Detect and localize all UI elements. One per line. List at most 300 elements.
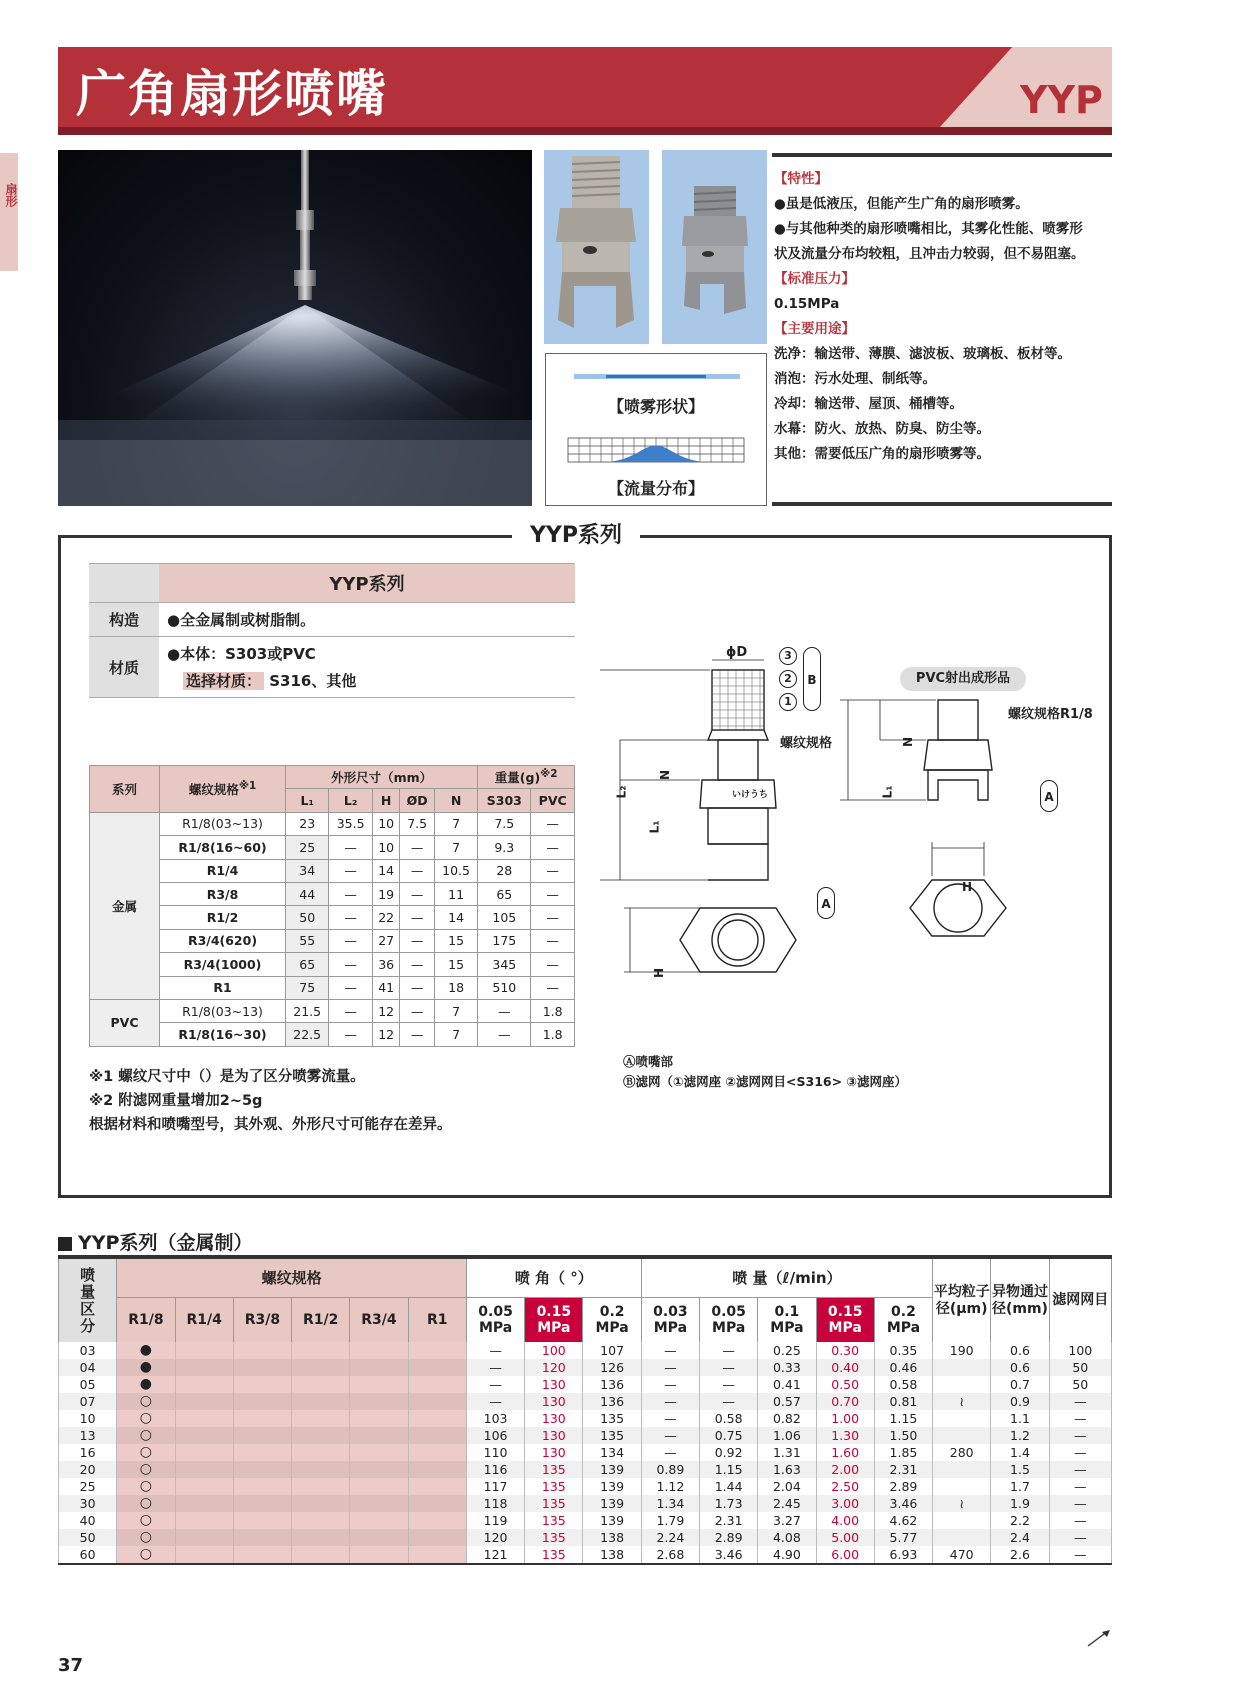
callout-a: A	[817, 887, 835, 919]
perf-thread-empty	[408, 1512, 466, 1529]
perf-cell-f1: —	[641, 1342, 699, 1359]
dim-col: N	[434, 789, 477, 812]
perf-cell-mesh: —	[1049, 1512, 1111, 1529]
perf-thread-mark: ○	[117, 1529, 175, 1546]
perf-cell-a3: 139	[583, 1461, 641, 1478]
drawing-note-a: Ⓐ喷嘴部	[623, 1054, 674, 1069]
perf-flow-col: 0.03 MPa	[641, 1297, 699, 1342]
perf-thread-empty	[233, 1393, 291, 1410]
notes	[89, 1065, 452, 1137]
product-photo-metal	[544, 150, 649, 344]
perf-thread-mark: ○	[117, 1393, 175, 1410]
dim-cell: 65	[286, 953, 329, 976]
perf-capacity: 30	[59, 1495, 117, 1512]
perf-cell-f5: 4.62	[874, 1512, 932, 1529]
dim-cell: 10.5	[434, 859, 477, 882]
dim-cell: —	[329, 859, 372, 882]
perf-thread-mark: ●	[117, 1376, 175, 1393]
perf-thread-empty	[350, 1359, 408, 1376]
dim-cell: —	[400, 836, 434, 859]
use-item: 洗净：输送带、薄膜、滤波板、玻璃板、板材等。	[774, 346, 1071, 362]
dim-thread: R1/2	[160, 906, 286, 929]
perf-cell-a1: 121	[466, 1546, 524, 1564]
dim-cell: —	[400, 882, 434, 905]
perf-capacity: 16	[59, 1444, 117, 1461]
perf-cell-mesh: 50	[1049, 1359, 1111, 1376]
perf-cell-f3: 0.41	[758, 1376, 816, 1393]
dim-cell: —	[478, 999, 531, 1022]
perf-cell-f4: 2.50	[816, 1478, 874, 1495]
body-mark: いけうち	[732, 790, 769, 800]
dim-cell: 35.5	[329, 812, 372, 835]
perf-cell-f3: 0.82	[758, 1410, 816, 1427]
dim-cell: 50	[286, 906, 329, 929]
features-panel	[772, 150, 1112, 506]
perf-cell-f2: 2.89	[700, 1529, 758, 1546]
performance-table-body	[59, 1342, 1112, 1564]
feature-heading: 【特性】	[774, 171, 828, 187]
perf-thread-empty	[175, 1342, 233, 1359]
perf-row	[59, 1478, 1112, 1495]
perf-cell-drop	[933, 1410, 991, 1427]
perf-cell-f3: 1.63	[758, 1461, 816, 1478]
perf-cell-a1: 106	[466, 1427, 524, 1444]
features-top-rule	[772, 153, 1112, 157]
dim-col: S303	[478, 789, 531, 812]
technical-drawing	[600, 640, 1100, 1040]
perf-cell-f1: 0.89	[641, 1461, 699, 1478]
drawing-notes	[623, 1052, 907, 1092]
corner-arrow-icon	[1086, 1628, 1112, 1648]
perf-capacity: 25	[59, 1478, 117, 1495]
perf-thread-empty	[292, 1427, 350, 1444]
perf-row	[59, 1342, 1112, 1359]
dim-cell: —	[531, 906, 575, 929]
dim-thread: R1/8(16~60)	[160, 836, 286, 859]
perf-thread-mark: ○	[117, 1512, 175, 1529]
dim-cell: 28	[478, 859, 531, 882]
callout-3: 3	[779, 647, 797, 665]
spec-head: YYP系列	[159, 564, 575, 603]
perf-cell-f4: 5.00	[816, 1529, 874, 1546]
dim-row	[90, 859, 575, 882]
note-2: ※2 附滤网重量增加2~5g	[89, 1093, 263, 1109]
perf-thread-col: R1/2	[292, 1297, 350, 1342]
perf-cell-f5: 0.81	[874, 1393, 932, 1410]
perf-cell-drop: 470	[933, 1546, 991, 1564]
perf-cell-f5: 6.93	[874, 1546, 932, 1564]
perf-thread-empty	[350, 1478, 408, 1495]
perf-cell-a1: 118	[466, 1495, 524, 1512]
perf-cell-a3: 139	[583, 1495, 641, 1512]
perf-cell-a2: 100	[525, 1342, 583, 1359]
dim-cell: —	[329, 953, 372, 976]
dim-cell: —	[400, 953, 434, 976]
dim-cell: 12	[372, 999, 400, 1022]
dim-cell: —	[531, 882, 575, 905]
perf-cell-f5: 0.46	[874, 1359, 932, 1376]
perf-cell-f1: 2.24	[641, 1529, 699, 1546]
perf-cell-pass: 2.6	[991, 1546, 1049, 1564]
dim-cell: 27	[372, 929, 400, 952]
perf-cell-mesh: —	[1049, 1393, 1111, 1410]
perf-cell-f5: 1.50	[874, 1427, 932, 1444]
spec-table-title	[58, 1228, 252, 1255]
note-3: 根据材料和喷嘴型号，其外观、外形尺寸可能存在差异。	[89, 1117, 452, 1133]
perf-thread-empty	[350, 1376, 408, 1393]
perf-cell-a1: 116	[466, 1461, 524, 1478]
perf-row	[59, 1427, 1112, 1444]
perf-cell-pass: 1.7	[991, 1478, 1049, 1495]
perf-thread-empty	[408, 1376, 466, 1393]
dim-cell: 36	[372, 953, 400, 976]
perf-h-mesh: 滤网网目	[1049, 1259, 1111, 1342]
perf-row	[59, 1444, 1112, 1461]
metal-nozzle-graphic	[544, 150, 649, 344]
perf-thread-col: R3/8	[233, 1297, 291, 1342]
perf-cell-pass: 2.2	[991, 1512, 1049, 1529]
perf-cell-a3: 135	[583, 1410, 641, 1427]
dim-row	[90, 906, 575, 929]
dim-cell: —	[531, 859, 575, 882]
perf-capacity: 07	[59, 1393, 117, 1410]
perf-cell-a3: 138	[583, 1529, 641, 1546]
perf-cell-a3: 136	[583, 1393, 641, 1410]
spray-shape-figure	[545, 353, 767, 506]
dim-cell: 65	[478, 882, 531, 905]
perf-cell-a2: 130	[525, 1444, 583, 1461]
callout-2: 2	[779, 670, 797, 688]
perf-thread-col: R1/4	[175, 1297, 233, 1342]
perf-cell-a1: —	[466, 1376, 524, 1393]
dim-h-weight-label: 重量(g)	[494, 770, 541, 786]
perf-cell-a2: 135	[525, 1478, 583, 1495]
perf-thread-empty	[175, 1444, 233, 1461]
perf-thread-empty	[233, 1342, 291, 1359]
dim-row	[90, 882, 575, 905]
perf-h-capacity: 喷量区分	[59, 1259, 117, 1342]
dim-cell: 15	[434, 953, 477, 976]
perf-thread-empty	[175, 1376, 233, 1393]
pressure-heading: 【标准压力】	[774, 271, 855, 287]
perf-thread-empty	[233, 1461, 291, 1478]
dim-l1-pvc: L₁	[880, 785, 895, 799]
perf-thread-empty	[233, 1410, 291, 1427]
perf-cell-a2: 135	[525, 1529, 583, 1546]
perf-cell-drop	[933, 1427, 991, 1444]
dim-n: N	[658, 769, 673, 781]
dim-row	[90, 953, 575, 976]
perf-capacity: 13	[59, 1427, 117, 1444]
use-item: 消泡：污水处理、制纸等。	[774, 371, 936, 387]
perf-h-angle: 喷 角（ °）	[466, 1259, 641, 1297]
perf-cell-f2: 0.75	[700, 1427, 758, 1444]
dim-h-weight-note: ※2	[540, 768, 558, 781]
dim-cell: 7	[434, 1023, 477, 1046]
dim-thread: R1	[160, 976, 286, 999]
dim-h-weight	[478, 766, 575, 789]
dim-cell: 9.3	[478, 836, 531, 859]
spec-corner	[89, 564, 159, 603]
perf-cell-a1: 117	[466, 1478, 524, 1495]
perf-cell-a1: 120	[466, 1529, 524, 1546]
perf-cell-mesh: —	[1049, 1529, 1111, 1546]
perf-cell-f1: —	[641, 1393, 699, 1410]
perf-cell-f1: —	[641, 1376, 699, 1393]
perf-capacity: 60	[59, 1546, 117, 1564]
structure-label: 构造	[89, 603, 159, 637]
perf-thread-empty	[350, 1342, 408, 1359]
dim-row	[90, 812, 575, 835]
dim-h-thread	[160, 766, 286, 813]
perf-thread-empty	[408, 1478, 466, 1495]
dim-thread: R1/8(03~13)	[160, 999, 286, 1022]
perf-capacity: 03	[59, 1342, 117, 1359]
use-item: 其他：需要低压广角的扇形喷雾等。	[774, 446, 990, 462]
dim-row	[90, 836, 575, 859]
perf-thread-empty	[175, 1393, 233, 1410]
perf-cell-pass: 0.6	[991, 1359, 1049, 1376]
material-option-value: S316、其他	[269, 672, 357, 690]
dim-thread: R3/8	[160, 882, 286, 905]
dim-cell: 1.8	[531, 999, 575, 1022]
perf-cell-a2: 130	[525, 1393, 583, 1410]
perf-cell-mesh: 100	[1049, 1342, 1111, 1359]
perf-cell-drop	[933, 1376, 991, 1393]
perf-row	[59, 1529, 1112, 1546]
perf-cell-drop: 280	[933, 1444, 991, 1461]
perf-thread-empty	[233, 1546, 291, 1564]
dim-l2: L₂	[614, 785, 629, 799]
perf-thread-empty	[350, 1546, 408, 1564]
perf-cell-a3: 135	[583, 1427, 641, 1444]
page-title: 广角扇形喷嘴	[76, 65, 388, 123]
perf-cell-mesh: —	[1049, 1410, 1111, 1427]
perf-thread-empty	[408, 1546, 466, 1564]
perf-thread-mark: ○	[117, 1461, 175, 1478]
dim-cell: 7.5	[400, 812, 434, 835]
perf-flow-col: 0.1 MPa	[758, 1297, 816, 1342]
perf-cell-f2: 1.44	[700, 1478, 758, 1495]
perf-cell-mesh: —	[1049, 1478, 1111, 1495]
perf-cell-mesh: —	[1049, 1444, 1111, 1461]
product-photo-pvc	[662, 150, 767, 344]
perf-thread-empty	[292, 1461, 350, 1478]
perf-cell-f1: —	[641, 1444, 699, 1461]
perf-cell-pass: 1.4	[991, 1444, 1049, 1461]
perf-thread-empty	[408, 1444, 466, 1461]
perf-cell-f3: 0.25	[758, 1342, 816, 1359]
perf-row	[59, 1495, 1112, 1512]
dim-cell: 7.5	[478, 812, 531, 835]
dim-thread: R3/4(620)	[160, 929, 286, 952]
dim-row	[90, 976, 575, 999]
dim-row	[90, 1023, 575, 1046]
perf-thread-empty	[292, 1495, 350, 1512]
perf-h-drop: 平均粒子径(μm)	[933, 1259, 991, 1342]
perf-cell-f1: 2.68	[641, 1546, 699, 1564]
dim-cell: 15	[434, 929, 477, 952]
perf-capacity: 04	[59, 1359, 117, 1376]
dim-h-thread-label: 螺纹规格	[188, 781, 239, 797]
perf-cell-a1: —	[466, 1393, 524, 1410]
use-item: 冷却：输送带、屋顶、桶槽等。	[774, 396, 963, 412]
perf-cell-f4: 0.40	[816, 1359, 874, 1376]
dim-cell: —	[329, 999, 372, 1022]
perf-thread-empty	[175, 1410, 233, 1427]
uses-heading: 【主要用途】	[774, 321, 855, 337]
perf-angle-col: 0.2 MPa	[583, 1297, 641, 1342]
perf-cell-f4: 1.60	[816, 1444, 874, 1461]
perf-flow-col: 0.05 MPa	[700, 1297, 758, 1342]
perf-capacity: 05	[59, 1376, 117, 1393]
dim-group: 金属	[90, 812, 160, 999]
perf-cell-f3: 3.27	[758, 1512, 816, 1529]
perf-cell-f4: 0.70	[816, 1393, 874, 1410]
perf-cell-f3: 1.06	[758, 1427, 816, 1444]
page-number: 37	[58, 1655, 84, 1676]
perf-cell-f3: 1.31	[758, 1444, 816, 1461]
perf-thread-empty	[350, 1410, 408, 1427]
drawing-note-b: Ⓑ滤网（①滤网座 ②滤网网目<S316> ③滤网座）	[623, 1074, 907, 1089]
perf-cell-f1: —	[641, 1427, 699, 1444]
perf-cell-mesh: —	[1049, 1427, 1111, 1444]
dim-cell: 44	[286, 882, 329, 905]
feature-text: ●虽是低液压，但能产生广角的扇形喷雾。	[774, 196, 1029, 212]
perf-thread-mark: ○	[117, 1410, 175, 1427]
dim-cell: —	[400, 906, 434, 929]
dim-cell: —	[531, 953, 575, 976]
perf-row	[59, 1410, 1112, 1427]
perf-cell-a2: 130	[525, 1427, 583, 1444]
perf-h-thread: 螺纹规格	[117, 1259, 467, 1297]
perf-thread-col: R1	[408, 1297, 466, 1342]
perf-cell-a1: 103	[466, 1410, 524, 1427]
dim-cell: 7	[434, 812, 477, 835]
perf-row	[59, 1393, 1112, 1410]
perf-capacity: 50	[59, 1529, 117, 1546]
perf-row	[59, 1376, 1112, 1393]
dim-cell: 55	[286, 929, 329, 952]
perf-thread-empty	[292, 1512, 350, 1529]
use-item: 水幕：防火、放热、防臭、防尘等。	[774, 421, 990, 437]
perf-thread-empty	[350, 1444, 408, 1461]
perf-cell-pass: 0.6	[991, 1342, 1049, 1359]
material-body: ●本体：S303或PVC	[167, 645, 316, 663]
perf-thread-empty	[175, 1495, 233, 1512]
perf-cell-drop: 190	[933, 1342, 991, 1359]
material-value	[159, 637, 575, 698]
perf-row	[59, 1512, 1112, 1529]
perf-row	[59, 1546, 1112, 1564]
dim-h-series: 系列	[90, 766, 160, 813]
perf-cell-f2: —	[700, 1393, 758, 1410]
title-square-icon	[58, 1237, 72, 1251]
perf-cell-f4: 4.00	[816, 1512, 874, 1529]
perf-cell-f5: 0.35	[874, 1342, 932, 1359]
perf-thread-empty	[408, 1495, 466, 1512]
perf-thread-empty	[233, 1495, 291, 1512]
perf-thread-empty	[175, 1478, 233, 1495]
perf-cell-pass: 1.5	[991, 1461, 1049, 1478]
perf-cell-a1: 119	[466, 1512, 524, 1529]
perf-thread-empty	[233, 1478, 291, 1495]
dim-col: L₁	[286, 789, 329, 812]
dim-h: H	[652, 967, 667, 979]
material-label: 材质	[89, 637, 159, 698]
perf-thread-empty	[233, 1512, 291, 1529]
material-option	[167, 670, 567, 691]
dim-cell: —	[329, 836, 372, 859]
perf-thread-empty	[350, 1529, 408, 1546]
perf-cell-f4: 0.50	[816, 1376, 874, 1393]
thread-spec-label: 螺纹规格	[780, 736, 833, 751]
perf-thread-empty	[175, 1529, 233, 1546]
spec-table-title-text: YYP系列（金属制）	[78, 1232, 253, 1254]
perf-thread-empty	[408, 1359, 466, 1376]
perf-thread-empty	[292, 1342, 350, 1359]
dim-cell: 7	[434, 836, 477, 859]
perf-thread-empty	[292, 1376, 350, 1393]
dim-cell: 21.5	[286, 999, 329, 1022]
perf-cell-a2: 135	[525, 1461, 583, 1478]
dim-cell: —	[531, 976, 575, 999]
side-tab	[0, 153, 18, 271]
dim-cell: 10	[372, 836, 400, 859]
perf-cell-f4: 0.30	[816, 1342, 874, 1359]
dim-cell: 7	[434, 999, 477, 1022]
perf-thread-empty	[292, 1393, 350, 1410]
dim-col: H	[372, 789, 400, 812]
perf-cell-drop: ≀	[933, 1495, 991, 1512]
perf-thread-mark: ○	[117, 1546, 175, 1564]
perf-thread-empty	[292, 1410, 350, 1427]
dim-col: L₂	[329, 789, 372, 812]
perf-cell-f2: 0.58	[700, 1410, 758, 1427]
pvc-tag: PVC射出成形品	[900, 667, 1026, 691]
dim-cell: 12	[372, 1023, 400, 1046]
dim-cell: 34	[286, 859, 329, 882]
dim-cell: 23	[286, 812, 329, 835]
perf-thread-empty	[233, 1529, 291, 1546]
dim-cell: —	[400, 976, 434, 999]
perf-cell-f5: 2.89	[874, 1478, 932, 1495]
perf-cell-f2: 3.46	[700, 1546, 758, 1564]
dim-cell: —	[329, 882, 372, 905]
perf-thread-mark: ○	[117, 1444, 175, 1461]
callout-1: 1	[779, 693, 797, 711]
dim-cell: 25	[286, 836, 329, 859]
dim-cell: 22	[372, 906, 400, 929]
perf-cell-f1: 1.79	[641, 1512, 699, 1529]
dim-cell: 175	[478, 929, 531, 952]
perf-cell-drop	[933, 1529, 991, 1546]
side-tab-label: 扇形	[4, 183, 18, 207]
perf-thread-col: R1/8	[117, 1297, 175, 1342]
perf-cell-mesh: —	[1049, 1546, 1111, 1564]
dim-cell: —	[478, 1023, 531, 1046]
perf-cell-pass: 1.2	[991, 1427, 1049, 1444]
perf-thread-mark: ●	[117, 1342, 175, 1359]
perf-cell-a3: 126	[583, 1359, 641, 1376]
perf-cell-drop	[933, 1478, 991, 1495]
perf-thread-mark: ○	[117, 1427, 175, 1444]
perf-thread-empty	[350, 1427, 408, 1444]
perf-cell-a3: 139	[583, 1512, 641, 1529]
perf-cell-f4: 3.00	[816, 1495, 874, 1512]
perf-row	[59, 1461, 1112, 1478]
dim-cell: —	[400, 999, 434, 1022]
